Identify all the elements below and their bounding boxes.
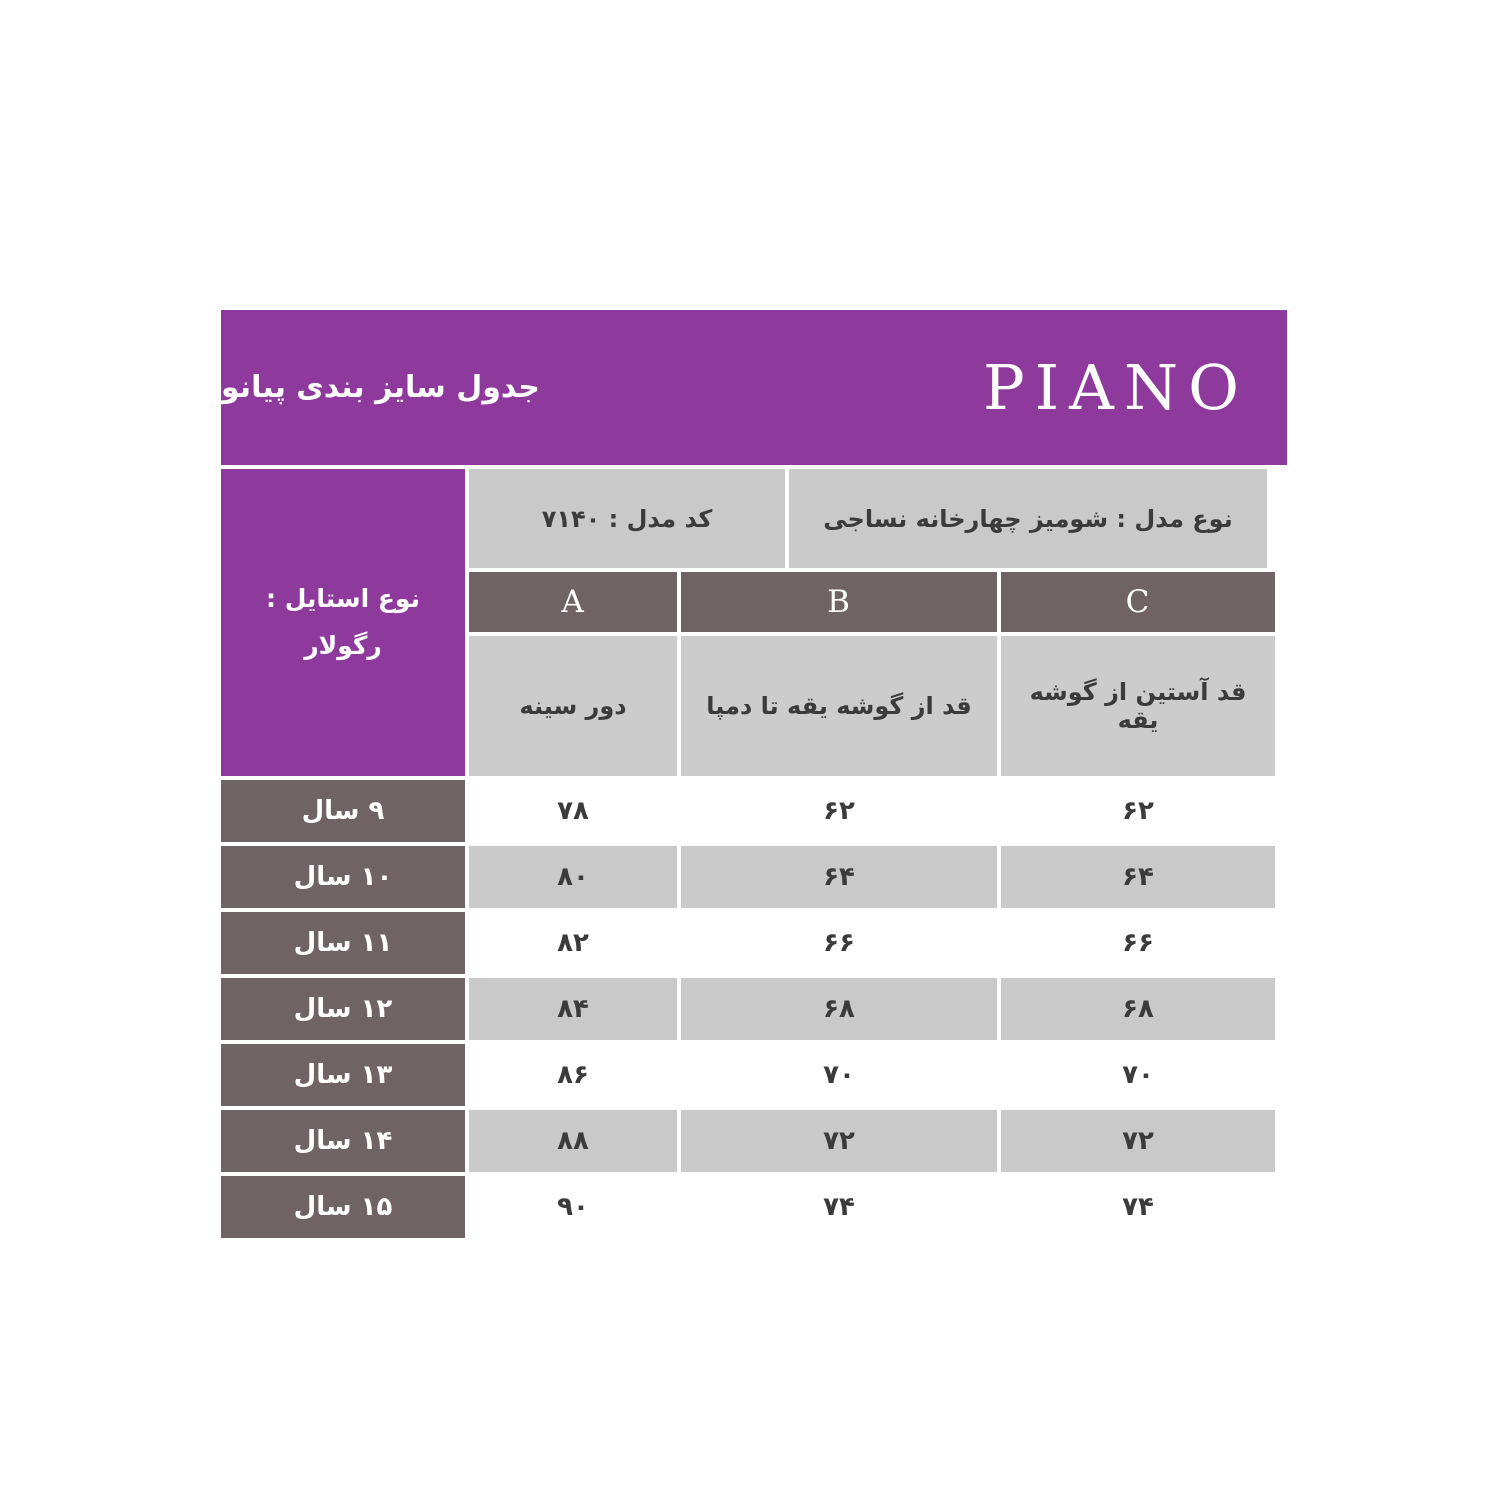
table-row (221, 1044, 1287, 1106)
row-value-b: ۶۶ (681, 912, 997, 974)
row-value-c: ۶۴ (1001, 846, 1275, 908)
row-value-c: ۷۴ (1001, 1176, 1275, 1238)
table-row (221, 912, 1287, 974)
column-letter-a: A (469, 572, 677, 632)
table-row (221, 1110, 1287, 1172)
row-size-label: ۱۰ سال (221, 846, 465, 908)
page-title: جدول سایز بندی پیانو (221, 370, 540, 405)
row-value-b: ۷۰ (681, 1044, 997, 1106)
row-size-label: ۱۳ سال (221, 1044, 465, 1106)
column-description-a: دور سینه (469, 636, 677, 776)
row-size-label: ۹ سال (221, 780, 465, 842)
row-value-b: ۶۲ (681, 780, 997, 842)
column-description-b: قد از گوشه یقه تا دمپا (681, 636, 997, 776)
row-value-c: ۶۸ (1001, 978, 1275, 1040)
column-description-c: قد آستین از گوشه یقه (1001, 636, 1275, 776)
chart-header-banner (221, 310, 1287, 465)
style-type-block (221, 469, 465, 776)
chart-columns-stack (465, 465, 1275, 776)
row-value-a: ۹۰ (469, 1176, 677, 1238)
style-type-label: نوع استایل : (266, 584, 420, 614)
table-row (221, 1176, 1287, 1238)
column-letters-row (465, 572, 1275, 632)
style-type-value: رگولار (304, 630, 382, 660)
row-value-a: ۸۰ (469, 846, 677, 908)
row-size-label: ۱۴ سال (221, 1110, 465, 1172)
size-chart (221, 310, 1287, 1238)
column-letter-b: B (681, 572, 997, 632)
chart-body (221, 465, 1287, 776)
row-size-label: ۱۵ سال (221, 1176, 465, 1238)
row-value-c: ۶۲ (1001, 780, 1275, 842)
row-value-a: ۸۸ (469, 1110, 677, 1172)
model-type-cell: نوع مدل : شومیز چهارخانه نساجی (789, 469, 1267, 568)
row-value-a: ۸۴ (469, 978, 677, 1040)
row-value-a: ۸۲ (469, 912, 677, 974)
brand-logo: PIANO (982, 351, 1249, 424)
row-value-c: ۷۰ (1001, 1044, 1275, 1106)
row-value-a: ۷۸ (469, 780, 677, 842)
column-letter-c: C (1001, 572, 1275, 632)
table-row (221, 978, 1287, 1040)
table-row (221, 846, 1287, 908)
model-code-cell: کد مدل : ۷۱۴۰ (469, 469, 785, 568)
row-value-b: ۷۲ (681, 1110, 997, 1172)
table-row (221, 780, 1287, 842)
row-size-label: ۱۱ سال (221, 912, 465, 974)
row-value-b: ۶۴ (681, 846, 997, 908)
row-value-c: ۷۲ (1001, 1110, 1275, 1172)
row-value-b: ۷۴ (681, 1176, 997, 1238)
row-value-b: ۶۸ (681, 978, 997, 1040)
row-size-label: ۱۲ سال (221, 978, 465, 1040)
row-value-a: ۸۶ (469, 1044, 677, 1106)
column-descriptions-row (465, 636, 1275, 776)
model-info-row (465, 469, 1275, 568)
row-value-c: ۶۶ (1001, 912, 1275, 974)
